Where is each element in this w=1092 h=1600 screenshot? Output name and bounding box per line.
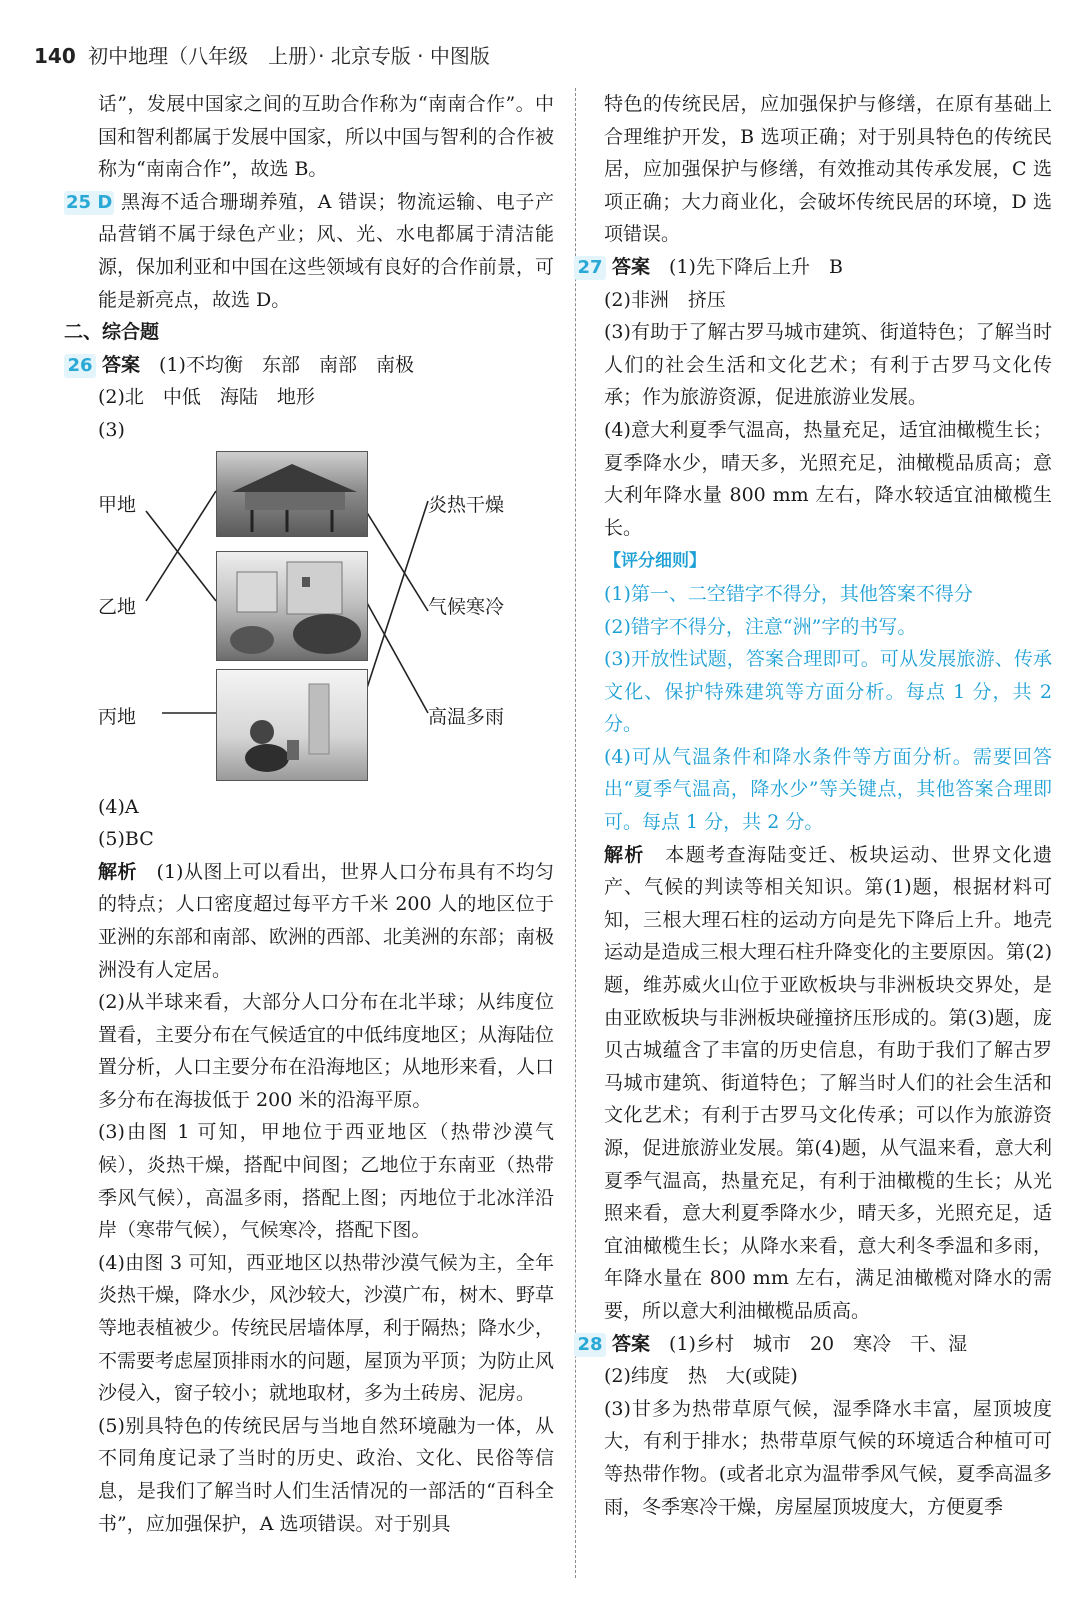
q26-answer-1: (1)不均衡 东部 南部 南极 xyxy=(159,353,414,376)
photo-snow-hut xyxy=(216,669,368,781)
q26-answer-2: (2)北 中低 海陆 地形 xyxy=(98,386,315,409)
answer-label: 答案 xyxy=(612,255,651,278)
analysis-label: 解析 xyxy=(604,843,645,866)
q26-analysis-1 xyxy=(64,856,554,986)
scoring-2: (2)错字不得分，注意“洲”字的书写。 xyxy=(604,615,917,638)
q26-number: 26 xyxy=(64,354,96,378)
section-title: 二、综合题 xyxy=(64,321,160,344)
q28-answer-line xyxy=(574,1328,1052,1361)
answer-label: 答案 xyxy=(612,1332,651,1355)
q26-answer-5: (5)BC xyxy=(98,828,154,851)
q27-answer-4: (4)意大利夏季气温高，热量充足，适宜油橄榄生长；夏季降水少，晴天多，光照充足，油橄榄品质高；意大利年降水量 800 mm 左右，降水较适宜油橄榄生长。 xyxy=(604,418,1052,539)
analysis-label: 解析 xyxy=(98,860,138,883)
page-header xyxy=(34,40,1054,74)
q27-number: 27 xyxy=(574,256,606,280)
q26-answer-line xyxy=(64,349,554,382)
book-title: 初中地理（八年级 上册）· 北京专版 · 中图版 xyxy=(88,44,490,68)
label-bing: 丙地 xyxy=(98,705,137,728)
q28-number: 28 xyxy=(574,1333,606,1357)
analysis-1-text: (1)从图上可以看出，世界人口分布具有不均匀的特点；人口密度超过每平方千米 200 人的地区位于亚洲的东部和南部、欧洲的西部、北美洲的东部；南极洲没有人定居。 xyxy=(98,860,555,981)
label-jia: 甲地 xyxy=(98,493,137,516)
scoring-1: (1)第一、二空错字不得分，其他答案不得分 xyxy=(604,582,973,605)
q26-answer-3: (3) xyxy=(98,418,125,441)
q27-answer-1: (1)先下降后上升 B xyxy=(669,255,843,278)
left-column xyxy=(64,88,554,1540)
scoring-heading xyxy=(604,544,1052,578)
q26-answer-4: (4)A xyxy=(98,795,139,818)
q24-continuation: 话”，发展中国家之间的互助合作称为“南南合作”。中国和智利都属于发展中国家，所以中国与智利的合作被称为“南南合作”，故选 B。 xyxy=(98,93,555,181)
photo-stilt-house xyxy=(216,451,368,537)
q26-analysis-2: (2)从半球来看，大部分人口分布在北半球；从纬度位置看，主要分布在气候适宜的中低纬度地区；从海陆位置分析，人口主要分布在沿海地区；从地形来看，人口多分布在海拔低于 200 米的沿海平原。 xyxy=(98,991,555,1111)
q27-answer-2: (2)非洲 挤压 xyxy=(604,288,726,311)
q25-number: 25 D xyxy=(66,191,113,213)
section-heading xyxy=(64,316,554,349)
flat-roof-house-icon xyxy=(217,552,367,660)
label-hot-dry: 炎热干燥 xyxy=(428,493,505,516)
q27-analysis-text: 本题考查海陆变迁、板块运动、世界文化遗产、气候的判读等相关知识。第(1)题，根据材料可知，三根大理石柱的运动方向是先下降后上升。地壳运动是造成三根大理石柱升降变化的主要原因。第(2)题，维苏威火山位于亚欧板块与非洲板块交界处，是由亚欧板块与非洲板块碰撞挤压形成的。第(3)题，庞贝古城蕴含了丰富的历史信息，有助于我们了解古罗马城市建筑、街道特色；了解当时人们的社会生活和文化艺术；有利于古罗马文化传承；可以作为旅游资源，促进旅游业发展。第(4)题，从气温来看，意大利夏季气温高，热量充足，有利于油橄榄的生长；从光照来看，意大利夏季降水少，晴天多，光照充足，适宜油橄榄生长；从降水来看，意大利冬季温和多雨，年降水量在 800 mm 左右，满足油橄榄对降水的需要，所以意大利油橄榄品质高。 xyxy=(604,843,1052,1322)
q26-analysis-5: (5)别具特色的传统民居与当地自然环境融为一体，从不同角度记录了当时的历史、政治、文化、民俗等信息，是我们了解当时人们生活情况的一部活的“百科全书”，应加强保护，A 选项错误。对于别具 xyxy=(98,1414,554,1535)
label-hot-wet: 高温多雨 xyxy=(428,705,505,728)
q27-answer-line xyxy=(574,251,1052,284)
right-column xyxy=(577,88,1052,1523)
scoring-3: (3)开放性试题，答案合理即可。可从发展旅游、传承文化、保护特殊建筑等方面分析。每点 1 分，共 2 分。 xyxy=(604,648,1052,736)
photo-flat-roof-houses xyxy=(216,551,368,661)
scoring-4: (4)可从气温条件和降水条件等方面分析。需要回答出“夏季气温高，降水少”等关键点，其他答案合理即可。每点 1 分，共 2 分。 xyxy=(604,745,1052,834)
q26-analysis-3: (3)由图 1 可知，甲地位于西亚地区（热带沙漠气候），炎热干燥，搭配中间图；乙地位于东南亚（热带季风气候），高温多雨，搭配上图；丙地位于北冰洋沿岸（寒带气候），气候寒冷，搭配下图。 xyxy=(98,1121,554,1242)
q28-answer-1: (1)乡村 城市 20 寒冷 干、湿 xyxy=(669,1332,968,1355)
scoring-title: 【评分细则】 xyxy=(604,551,706,572)
answer-label: 答案 xyxy=(102,353,141,376)
q27-answer-3: (3)有助于了解古罗马城市建筑、街道特色；了解当时人们的社会生活和文化艺术；有利于古罗马文化传承；作为旅游资源，促进旅游业发展。 xyxy=(604,321,1052,409)
snow-hut-icon xyxy=(217,670,367,780)
q25-text: 黑海不适合珊瑚养殖，A 错误；物流运输、电子产品营销不属于绿色产业；风、光、水电都属于清洁能源，保加利亚和中国在这些领域有良好的合作前景，可能是新亮点，故选 D。 xyxy=(98,190,555,311)
stilt-house-icon xyxy=(217,452,367,536)
q28-answer-2: (2)纬度 热 大(或陡) xyxy=(604,1365,798,1388)
page-number: 140 xyxy=(34,44,76,68)
q25-block xyxy=(64,186,554,316)
matching-figure xyxy=(98,451,554,791)
q27-analysis xyxy=(604,839,1052,1328)
label-yi: 乙地 xyxy=(98,595,137,618)
q26-analysis-4: (4)由图 3 可知，西亚地区以热带沙漠气候为主，全年炎热干燥，降水少，风沙较大，沙漠广布，树木、野草等地表植被少。传统民居墙体厚，利于隔热；降水少，不需要考虑屋顶排雨水的问题，屋顶为平顶；为防止风沙侵入，窗子较小；就地取材，多为土砖房、泥房。 xyxy=(98,1251,555,1405)
label-cold: 气候寒冷 xyxy=(428,595,505,618)
q28-answer-3: (3)甘多为热带草原气候，湿季降水丰富，屋顶坡度大，有利于排水；热带草原气候的环境适合种植可可等热带作物。(或者北京为温带季风气候，夏季高温多雨，冬季寒冷干燥，房屋屋顶坡度大，方便夏季 xyxy=(604,1397,1052,1518)
q26-continuation: 特色的传统民居，应加强保护与修缮，在原有基础上合理维护开发，B 选项正确；对于别具特色的传统民居，应加强保护与修缮，有效推动其传承发展，C 选项正确；大力商业化，会破坏传统民居的环境，D 选项错误。 xyxy=(604,93,1052,246)
